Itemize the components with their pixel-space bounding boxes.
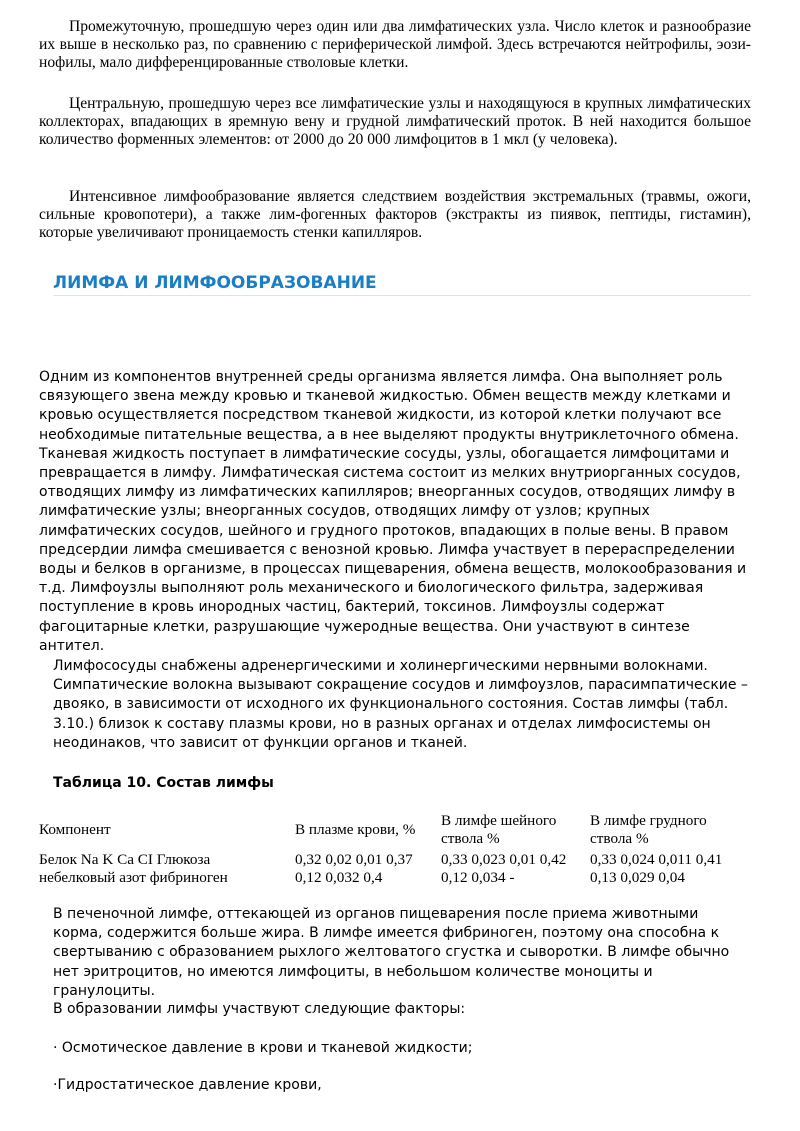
row1-neck: 0,33 0,023 0,01 0,42: [441, 851, 567, 868]
factor-list-item: ·Гидростатическое давление крови,: [53, 1077, 322, 1093]
row2-plasma: 0,12 0,032 0,4: [295, 869, 383, 886]
header-chest-line1: В лимфе грудного: [590, 812, 707, 829]
header-component: Компонент: [39, 821, 111, 838]
row1-component: Белок Na K Ca CI Глюкоза: [39, 851, 211, 868]
paragraph-central-lymph: Центральную, прошедшую через все лимфатические узлы и находящуюся в крупных лимфатических коллекторах, впадающих в яремную вену и грудной лимфатический проток. В ней находится большое количество форменных элементов: от 2000 до 20 000 лимфоцитов в 1 мкл (у человека).: [39, 95, 751, 148]
row2-component: небелковый азот фибриноген: [39, 869, 228, 886]
section-heading: ЛИМФА И ЛИМФООБРАЗОВАНИЕ: [53, 273, 377, 293]
paragraph-lymph-overview: Одним из компонентов внутренней среды организма является лимфа. Она выполняет роль связующего звена между кровью и тканевой жидкостью. Обмен веществ между клетками и кровью осуществляется посредством тканевой жидкости, из которой клетки получают все необходимые питательные вещества, а в нее выделяют продукты внутриклеточного обмена. Тканевая жидкость поступает в лимфатические сосуды, узлы, обогащается лимфоцитами и превращается в лимфу. Лимфатическая система состоит из мелких внутриорганных сосудов, отводящих лимфу из лимфатических капилляров; внеорганных сосудов, отводящих лимфу в лимфатические узлы; внеорганных сосудов, отводящих лимфу от узлов; крупных лимфатических сосудов, шейного и грудного протоков, впадающих в полые вены. В правом предсердии лимфа смешивается с венозной кровью. Лимфа участвует в перераспределении воды и белков в организме, в процессах пищеварения, обмена веществ, молокообразования и т.д. Лимфоузлы выполняют роль механического и биологического фильтра, задерживая поступление в кровь инородных частиц, бактерий, токсинов. Лимфоузлы содержат фагоцитарные клетки, разрушающие чужеродные вещества. Они участвуют в синтезе антител.: [39, 369, 747, 654]
header-neck-line2: ствола %: [441, 830, 500, 847]
header-plasma: В плазме крови, %: [295, 821, 416, 838]
factor-list-item: · Осмотическое давление в крови и тканевой жидкости;: [53, 1040, 473, 1056]
header-neck-line1: В лимфе шейного: [441, 812, 557, 829]
heading-divider: [53, 295, 751, 296]
row1-chest: 0,33 0,024 0,011 0,41: [590, 851, 723, 868]
paragraph-intensive-lymphogenesis: Интенсивное лимфообразование является следствием воздействия экстремальных (травмы, ожоги, сильные кровопотери), а также лим-фогенных факторов (экстракты из пиявок, пептиды, гистамин), которые увеличивают проницаемость стенки капилляров.: [39, 188, 751, 241]
row2-neck: 0,12 0,034 -: [441, 869, 515, 886]
header-chest-line2: ствола %: [590, 830, 649, 847]
table-title: Таблица 10. Состав лимфы: [53, 775, 274, 791]
row1-plasma: 0,32 0,02 0,01 0,37: [295, 851, 413, 868]
paragraph-factors-intro: В образовании лимфы участвуют следующие факторы:: [53, 1001, 466, 1017]
paragraph-innervation: Лимфососуды снабжены адренергическими и холинергическими нервными волокнами. Симпатические волокна вызывают сокращение сосудов и лимфоузлов, парасимпатические – двояко, в зависимости от исходного их функционального состояния. Состав лимфы (табл. 3.10.) близок к составу плазмы крови, но в разных органах и отделах лимфосистемы он неодинаков, что зависит от функции органов и тканей.: [53, 658, 748, 751]
paragraph-liver-lymph: В печеночной лимфе, оттекающей из органов пищеварения после приема животными корма, содержится больше жира. В лимфе имеется фибриноген, поэтому она способна к свертыванию с образованием рыхлого желтоватого сгустка и сыворотки. В лимфе обычно нет эритроцитов, но имеются лимфоциты, в небольшом количестве моноциты и гранулоциты.: [53, 906, 730, 999]
paragraph-intermediate-lymph: Промежуточную, прошедшую через один или два лимфатических узла. Число клеток и разнообразие их выше в несколько раз, по сравнению с периферической лимфой. Здесь встречаются нейтрофилы, эози-нофилы, мало дифференцированные стволовые клетки.: [39, 18, 751, 71]
row2-chest: 0,13 0,029 0,04: [590, 869, 685, 886]
